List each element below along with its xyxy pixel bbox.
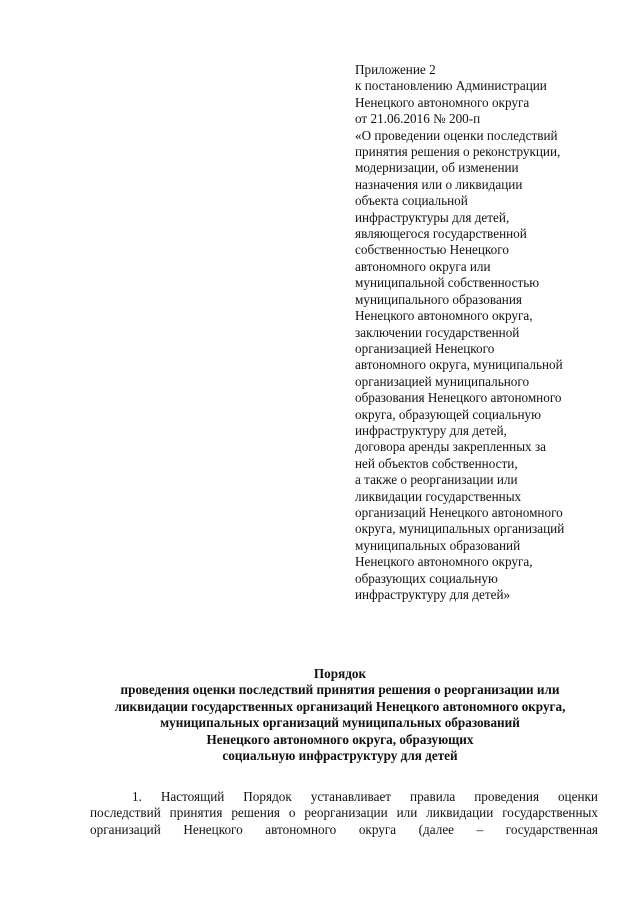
body-line: организаций Ненецкого автономного округа (далее – государственная: [90, 821, 598, 837]
body-line: 1. Настоящий Порядок устанавливает правила проведения оценки: [132, 789, 598, 804]
appendix-line: образования Ненецкого автономного: [355, 390, 562, 406]
appendix-line: Ненецкого автономного округа,: [355, 308, 533, 324]
appendix-line: округа, образующей социальную: [355, 406, 541, 422]
appendix-line: принятия решения о реконструкции,: [355, 144, 561, 160]
heading-line: Ненецкого автономного округа, образующих: [206, 731, 474, 747]
appendix-line: Ненецкого автономного округа,: [355, 554, 533, 570]
appendix-line: организацией Ненецкого: [355, 340, 495, 356]
appendix-line: договора аренды закрепленных за: [355, 439, 547, 455]
appendix-line: заключении государственной: [355, 324, 520, 340]
appendix-line: образующих социальную: [355, 570, 498, 586]
appendix-block: [355, 62, 625, 603]
appendix-line: муниципальных образований: [355, 537, 521, 553]
appendix-line: автономного округа или: [355, 258, 491, 274]
appendix-line: объекта социальной: [355, 193, 468, 209]
appendix-line: а также о реорганизации или: [355, 472, 518, 488]
heading-line: муниципальных организаций муниципальных образований: [160, 715, 520, 731]
appendix-line: ликвидации государственных: [355, 488, 522, 504]
body-paragraph: [90, 789, 598, 838]
heading-line: социальную инфраструктуру для детей: [222, 748, 458, 764]
appendix-line: организаций Ненецкого автономного: [355, 504, 563, 520]
appendix-line: инфраструктуры для детей,: [355, 209, 510, 225]
appendix-line: муниципальной собственностью: [355, 275, 540, 291]
appendix-line: инфраструктуру для детей»: [355, 587, 511, 602]
appendix-line: к постановлению Администрации: [355, 78, 547, 94]
document-heading: [80, 666, 600, 764]
heading-line: ликвидации государственных организаций Ненецкого автономного округа,: [114, 698, 566, 714]
appendix-line: собственностью Ненецкого: [355, 242, 509, 258]
appendix-line: модернизации, об изменении: [355, 160, 519, 176]
appendix-line: автономного округа, муниципальной: [355, 357, 563, 373]
appendix-line: инфраструктуру для детей,: [355, 422, 507, 438]
appendix-line: являющегося государственной: [355, 226, 527, 242]
heading-line: проведения оценки последствий принятия решения о реорганизации или: [120, 682, 560, 698]
appendix-line: ней объектов собственности,: [355, 455, 518, 471]
appendix-line: округа, муниципальных организаций: [355, 521, 565, 537]
appendix-line: Ненецкого автономного округа: [355, 94, 530, 110]
appendix-line: «О проведении оценки последствий: [355, 127, 558, 143]
appendix-line: назначения или о ликвидации: [355, 176, 523, 192]
appendix-line: от 21.06.2016 № 200-п: [355, 111, 481, 127]
appendix-line: Приложение 2: [355, 62, 436, 77]
heading-title: Порядок: [313, 666, 367, 681]
appendix-line: организацией муниципального: [355, 373, 530, 389]
body-line: последствий принятия решения о реорганизации или ликвидации государственных: [90, 805, 598, 821]
appendix-line: муниципального образования: [355, 291, 522, 307]
